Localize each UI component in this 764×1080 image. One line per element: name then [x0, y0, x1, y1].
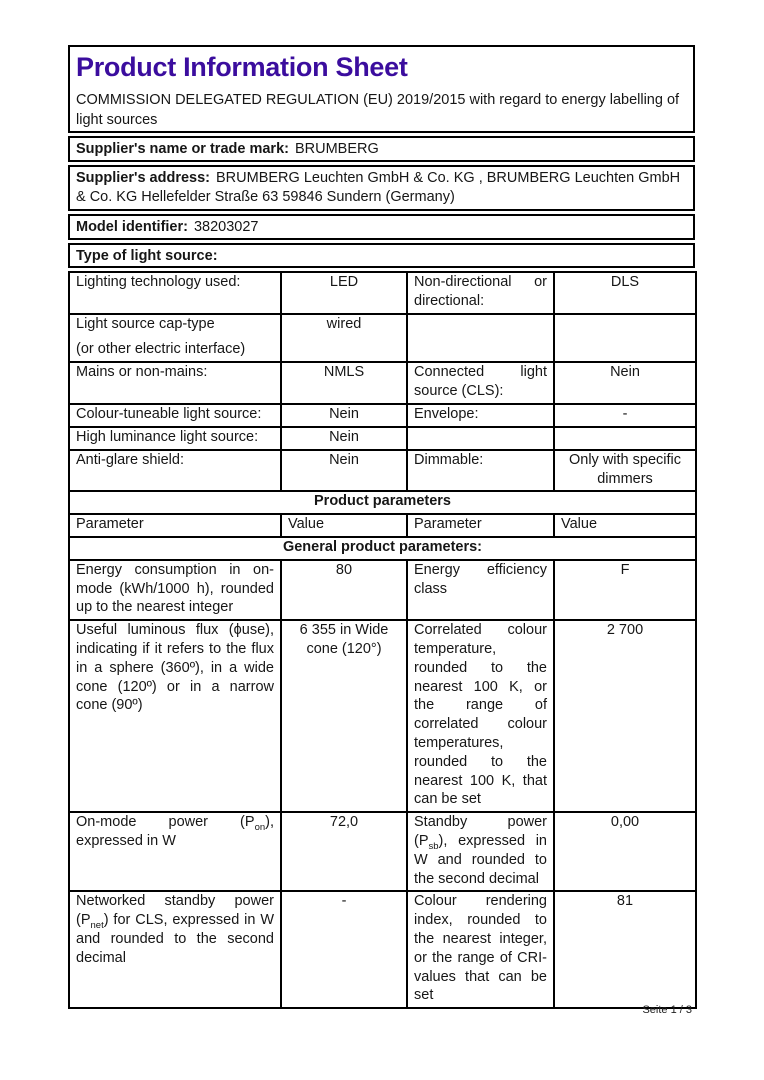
param-cell: Envelope: — [407, 404, 554, 427]
value-cell — [554, 427, 696, 450]
supplier-name-row — [68, 136, 695, 162]
table-row — [69, 812, 696, 891]
table-row — [69, 272, 696, 314]
param-line-1: Light source cap-type — [76, 315, 215, 332]
general-parameters-header: General product parameters: — [69, 537, 696, 560]
value-cell: Nein — [281, 427, 407, 450]
light-source-type-label: Type of light source: — [76, 248, 218, 264]
value-cell: Nein — [281, 404, 407, 427]
supplier-name-label: Supplier's name or trade mark: — [76, 141, 289, 157]
param-cell: Lighting technology used: — [69, 272, 281, 314]
param-cell: Correlated colour temperature, rounded to the nearest 100 K, or the range of correlated colour temperatures, rounded to the nearest 100 K, that can be set — [407, 620, 554, 812]
table-row — [69, 891, 696, 1008]
value-cell: Nein — [281, 450, 407, 492]
page-number: Seite 1 / 3 — [642, 1004, 692, 1016]
supplier-name-value: BRUMBERG — [294, 141, 379, 157]
param-cell — [407, 314, 554, 363]
section-header-row — [69, 491, 696, 514]
value-cell: 0,00 — [554, 812, 696, 891]
column-header: Value — [554, 514, 696, 537]
value-cell: - — [281, 891, 407, 1008]
value-cell: 80 — [281, 560, 407, 620]
table-row — [69, 362, 696, 404]
param-cell: Mains or non-mains: — [69, 362, 281, 404]
table-row — [69, 314, 696, 363]
param-cell — [407, 427, 554, 450]
column-header-row — [69, 514, 696, 537]
value-cell: 72,0 — [281, 812, 407, 891]
param-cell: Colour-tuneable light source: — [69, 404, 281, 427]
parameters-table — [68, 271, 697, 1009]
param-cell: Anti-glare shield: — [69, 450, 281, 492]
model-identifier-row — [68, 214, 695, 240]
title-section — [68, 45, 695, 133]
value-cell: F — [554, 560, 696, 620]
param-cell — [69, 314, 281, 363]
value-cell: 2 700 — [554, 620, 696, 812]
param-line-2: (or other electric interface) — [76, 341, 246, 358]
param-cell: Useful luminous flux (ϕuse), indicating if it refers to the flux in a sphere (360º), in a wide cone (120º) or in a narrow cone (90º) — [69, 620, 281, 812]
value-cell: 6 355 in Wide cone (120°) — [281, 620, 407, 812]
value-cell: 81 — [554, 891, 696, 1008]
column-header: Parameter — [407, 514, 554, 537]
table-row — [69, 620, 696, 812]
model-identifier-label: Model identifier: — [76, 219, 188, 235]
supplier-address-label: Supplier's address: — [76, 170, 210, 186]
value-cell: Nein — [554, 362, 696, 404]
value-cell: DLS — [554, 272, 696, 314]
param-cell: Dimmable: — [407, 450, 554, 492]
value-cell — [554, 314, 696, 363]
table-row — [69, 404, 696, 427]
param-cell: Connected light source (CLS): — [407, 362, 554, 404]
param-cell: Networked standby power $(P_{net})$ for CLS, expressed in W and rounded to the second decimal — [69, 891, 281, 1008]
param-cell: Energy efficiency class — [407, 560, 554, 620]
product-parameters-header: Product parameters — [69, 491, 696, 514]
param-cell: High luminance light source: — [69, 427, 281, 450]
value-cell: NMLS — [281, 362, 407, 404]
document-content — [68, 45, 695, 1009]
value-cell: wired — [281, 314, 407, 363]
supplier-address-row — [68, 165, 695, 211]
column-header: Parameter — [69, 514, 281, 537]
param-cell: Standby power $(P_{sb})$, expressed in W and rounded to the second decimal — [407, 812, 554, 891]
light-source-type-row — [68, 243, 695, 268]
value-cell: - — [554, 404, 696, 427]
model-identifier-value: 38203027 — [193, 219, 259, 235]
subsection-header-row — [69, 537, 696, 560]
page-title: Product Information Sheet — [76, 52, 408, 82]
param-cell: On-mode power $(P_{on})$, expressed in W — [69, 812, 281, 891]
param-cell: Non-directional or directional: — [407, 272, 554, 314]
param-cell: Energy consumption in on-mode (kWh/1000 h), rounded up to the nearest integer — [69, 560, 281, 620]
value-cell: LED — [281, 272, 407, 314]
regulation-subtitle: COMMISSION DELEGATED REGULATION (EU) 2019/2015 with regard to energy labelling of light sources — [76, 92, 680, 128]
value-cell: Only with specific dimmers — [554, 450, 696, 492]
column-header: Value — [281, 514, 407, 537]
param-cell: Colour rendering index, rounded to the nearest integer, or the range of CRI-values that can be set — [407, 891, 554, 1008]
table-row — [69, 427, 696, 450]
table-row — [69, 450, 696, 492]
supplier-address-value: BRUMBERG Leuchten GmbH & Co. KG , BRUMBERG Leuchten GmbH & Co. KG Hellefelder Straße 63 59846 Sundern (Germany) — [76, 170, 681, 205]
table-row — [69, 560, 696, 620]
